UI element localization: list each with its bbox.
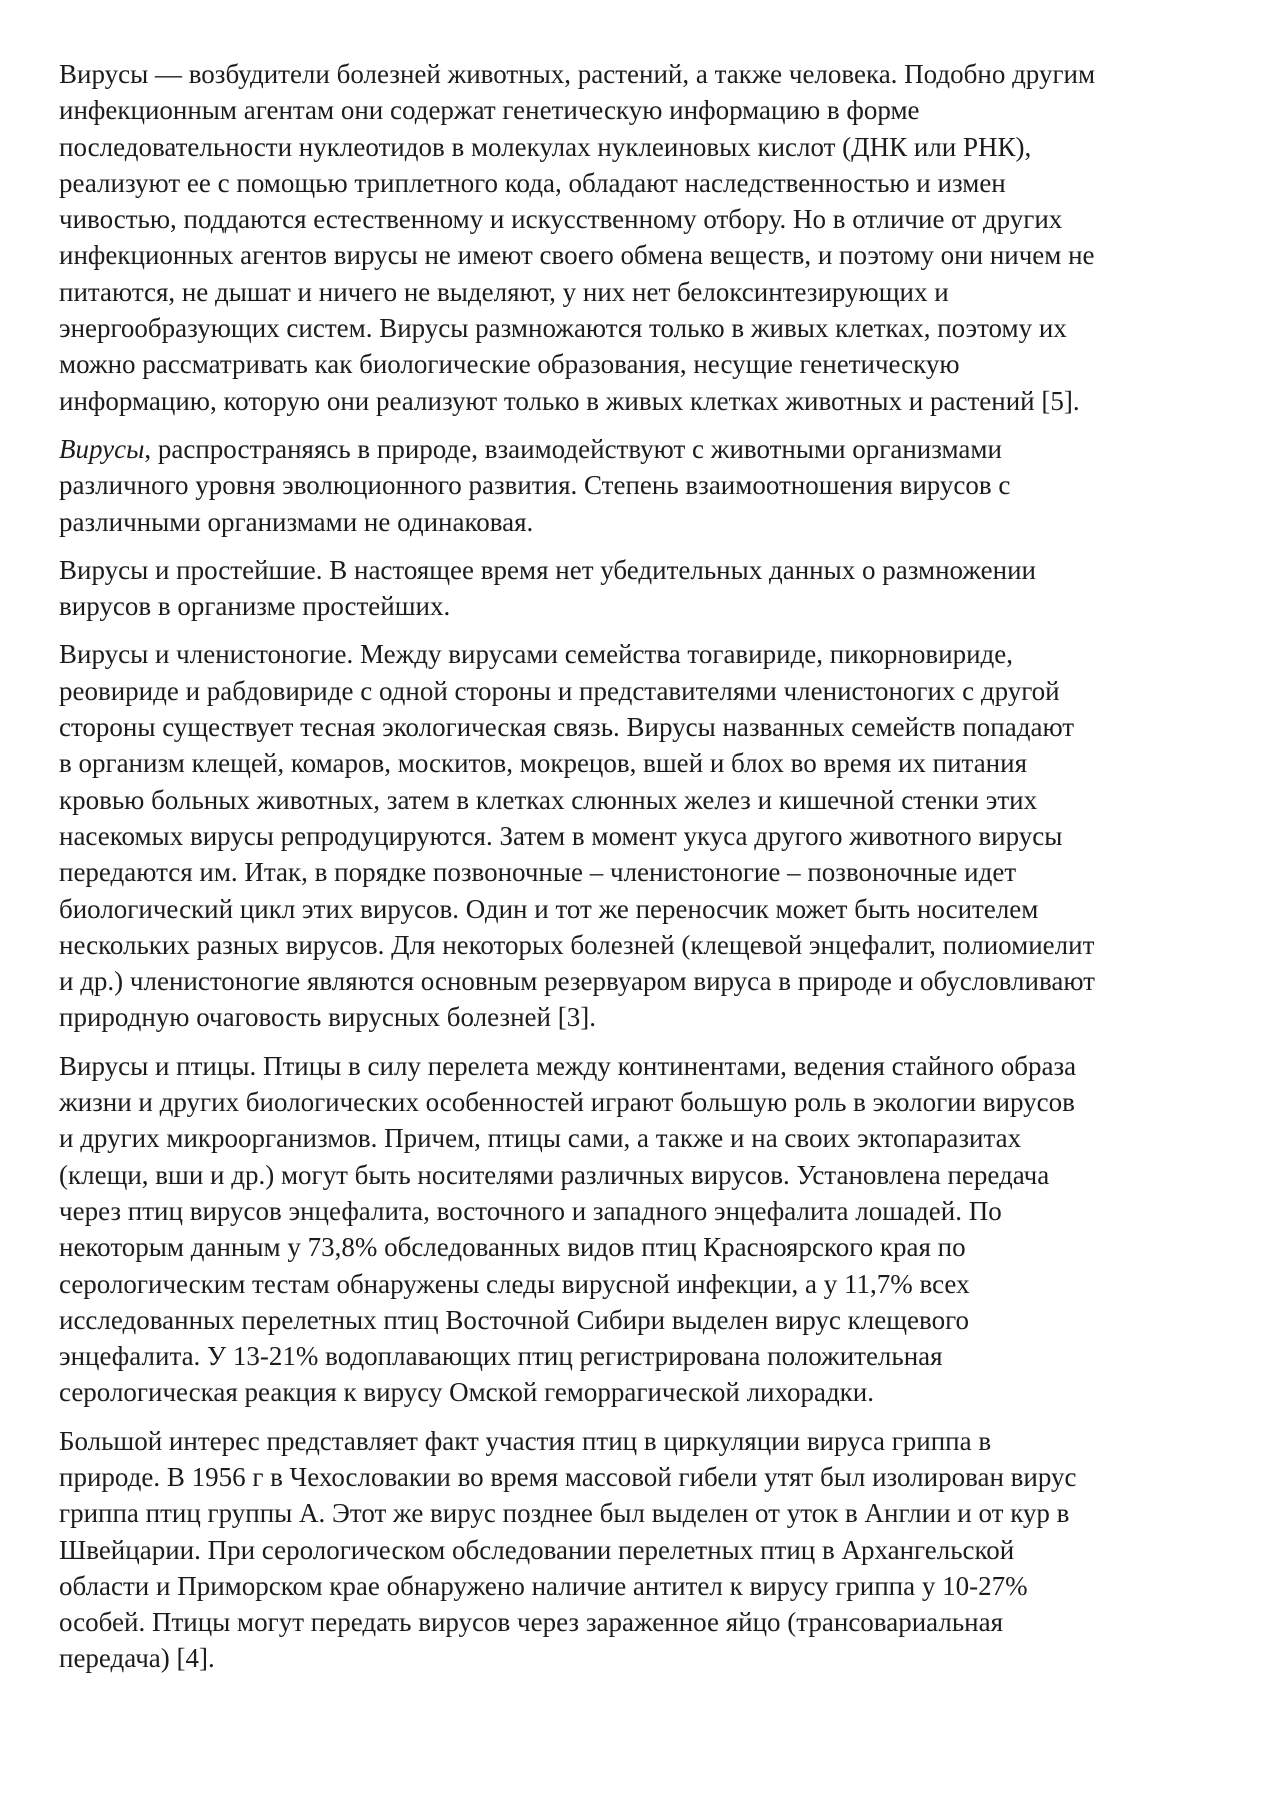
text-line: инфекционных агентов вирусы не имеют своего обмена веществ, и поэтому они ничем не [59, 240, 1095, 271]
paragraph [59, 1423, 1218, 1677]
text-line: энцефалита. У 13-21% водоплавающих птиц регистрирована положительная [59, 1341, 943, 1372]
text-line: природную очаговость вирусных болезней [3]. [59, 1002, 596, 1033]
text-line: различного уровня эволюционного развития. Степень взаимоотношения вирусов с [59, 470, 1011, 501]
text-line: стороны существует тесная экологическая связь. Вирусы названных семейств попадают [59, 712, 1075, 743]
text-line: Швейцарии. При серологическом обследовании перелетных птиц в Архангельской [59, 1534, 1015, 1565]
text-line: инфекционным агентам они содержат генетическую информацию в форме [59, 95, 920, 126]
text-line: исследованных перелетных птиц Восточной Сибири выделен вирус клещевого [59, 1304, 969, 1335]
text-line: серологическим тестам обнаружены следы вирусной инфекции, а у 11,7% всех [59, 1268, 970, 1299]
text-line: области и Приморском крае обнаружено наличие антител к вирусу гриппа у 10-27% [59, 1570, 1028, 1601]
text-line: через птиц вирусов энцефалита, восточного и западного энцефалита лошадей. По [59, 1195, 1002, 1226]
text-line: гриппа птиц группы А. Этот же вирус позднее был выделен от уток в Англии и от кур в [59, 1498, 1070, 1529]
paragraph [59, 431, 1218, 540]
text-line: передача) [4]. [59, 1643, 215, 1674]
text-line: некоторым данным у 73,8% обследованных видов птиц Красноярского края по [59, 1232, 966, 1263]
text-line: различными организмами не одинаковая. [59, 506, 534, 537]
text-line: в организм клещей, комаров, москитов, мокрецов, вшей и блох во время их питания [59, 748, 1027, 779]
paragraph [59, 552, 1218, 625]
text-line: передаются им. Итак, в порядке позвоночные – членистоногие – позвоночные идет [59, 857, 1017, 888]
text-line: и др.) членистоногие являются основным резервуаром вируса в природе и обусловливают [59, 966, 1095, 997]
text-line: реализуют ее с помощью триплетного кода, обладают наследственностью и измен [59, 167, 1006, 198]
text-line: последовательности нуклеотидов в молекулах нуклеиновых кислот (ДНК или РНК), [59, 131, 1032, 162]
text-line: вирусов в организме простейших. [59, 591, 451, 622]
document-body [59, 56, 1218, 1677]
text-line: (клещи, вши и др.) могут быть носителями различных вирусов. Установлена передача [59, 1159, 1050, 1190]
text-line: информацию, которую они реализуют только в живых клетках животных и растений [5]. [59, 385, 1080, 416]
text-line: энергообразующих систем. Вирусы размножаются только в живых клетках, поэтому их [59, 313, 1067, 344]
text-line: реовириде и рабдовириде с одной стороны и представителями членистоногих с другой [59, 675, 1060, 706]
text-line: , распространяясь в природе, взаимодействуют с животными организмами [144, 433, 1002, 464]
text-line: природе. В 1956 г в Чехословакии во время массовой гибели утят был изолирован вирус [59, 1461, 1077, 1492]
text-line: Вирусы — возбудители болезней животных, растений, а также человека. Подобно другим [59, 59, 1096, 89]
text-line: и других микроорганизмов. Причем, птицы сами, а также и на своих эктопаразитах [59, 1123, 1022, 1154]
text-line: жизни и других биологических особенностей играют большую роль в экологии вирусов [59, 1087, 1075, 1118]
text-line: чивостью, поддаются естественному и искусственному отбору. Но в отличие от других [59, 204, 1063, 235]
text-line: особей. Птицы могут передать вирусов через зараженное яйцо (трансовариальная [59, 1607, 1003, 1638]
text-line: серологическая реакция к вирусу Омской геморрагической лихорадки. [59, 1377, 874, 1408]
text-line: Вирусы и птицы. Птицы в силу перелета между континентами, ведения стайного образа [59, 1050, 1077, 1081]
text-line: Вирусы и простейшие. В настоящее время нет убедительных данных о размножении [59, 554, 1037, 585]
text-line: кровью больных животных, затем в клетках слюнных желез и кишечной стенки этих [59, 784, 1038, 815]
paragraph [59, 1048, 1218, 1411]
text-line: биологический цикл этих вирусов. Один и тот же переносчик может быть носителем [59, 893, 1039, 924]
text-line: нескольких разных вирусов. Для некоторых болезней (клещевой энцефалит, полиомиелит [59, 929, 1095, 960]
paragraph [59, 56, 1218, 419]
text-line: Большой интерес представляет факт участия птиц в циркуляции вируса гриппа в [59, 1425, 992, 1456]
paragraph [59, 636, 1218, 1035]
text-line: Вирусы и членистоногие. Между вирусами семейства тогавириде, пикорновириде, [59, 639, 1014, 670]
text-line: питаются, не дышат и ничего не выделяют, у них нет белоксинтезирующих и [59, 276, 949, 307]
text-line: можно рассматривать как биологические образования, несущие генетическую [59, 349, 960, 380]
text-line: насекомых вирусы репродуцируются. Затем в момент укуса другого животного вирусы [59, 820, 1063, 851]
italic-term: Вирусы [59, 433, 145, 464]
